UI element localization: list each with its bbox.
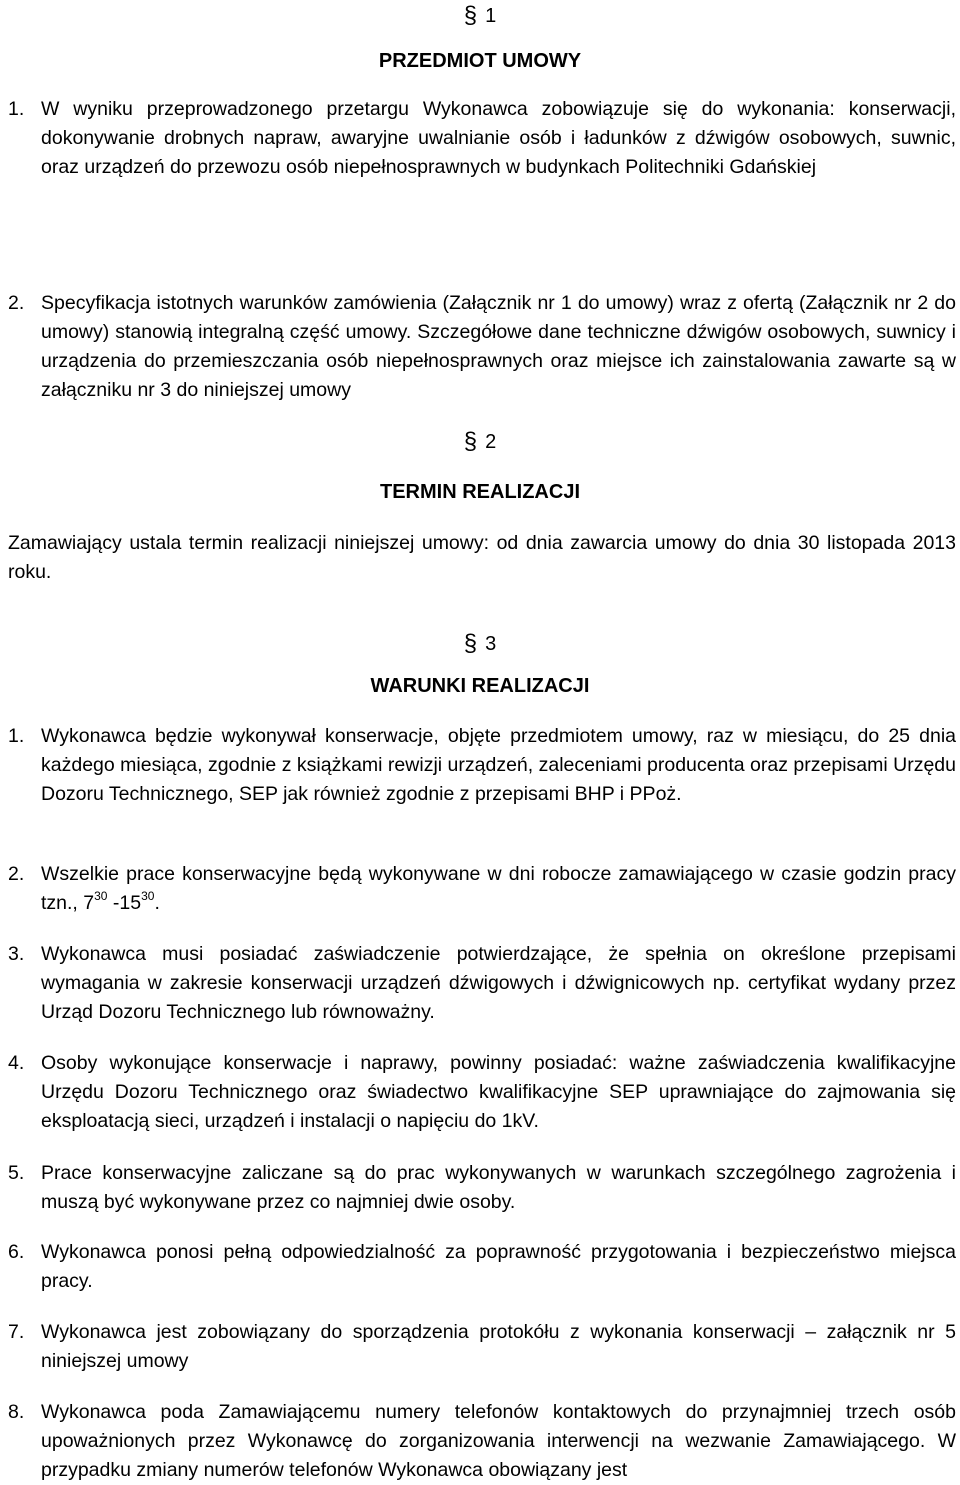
section-2-marker [0, 428, 960, 456]
item-text-part: . [154, 892, 160, 914]
section-number: 1 [485, 5, 497, 27]
section-3-item-5 [0, 1159, 956, 1217]
section-3-item-7 [0, 1318, 956, 1376]
section-2-title: TERMIN REALIZACJI [380, 481, 580, 503]
item-number: 6. [8, 1241, 25, 1263]
section-number: 2 [485, 431, 497, 453]
section-number: 3 [485, 633, 497, 655]
item-text: Wykonawca jest zobowiązany do sporządzenia protokółu z wykonania konserwacji – załącznik nr 5 niniejszej umowy [41, 1321, 956, 1372]
item-text-part: -15 [107, 892, 142, 914]
section-1-item-1 [0, 95, 956, 182]
section-3-item-1 [0, 722, 956, 809]
section-1-title: PRZEDMIOT UMOWY [378, 50, 582, 72]
section-3-title: WARUNKI REALIZACJI [370, 675, 590, 697]
time-superscript: 30 [94, 889, 108, 903]
item-text: Wykonawca musi posiadać zaświadczenie potwierdzające, że spełnia on określone przepisami wymagania w zakresie konserwacji urządzeń dźwigowych i dźwignicowych np. certyfikat wydany przez Urząd Dozoru Technicznego lub równoważny. [41, 943, 956, 1023]
item-text: Specyfikacja istotnych warunków zamówienia (Załącznik nr 1 do umowy) wraz z ofertą (Załącznik nr 2 do umowy) stanowią integralną część umowy. Szczegółowe dane techniczne dźwigów osobowych, suwnicy i urządzenia do przemieszczania osób niepełnosprawnych oraz miejsce ich zainstalowania zawarte są w załączniku nr 3 do niniejszej umowy [41, 292, 956, 401]
item-number: 5. [8, 1162, 25, 1184]
section-symbol: § [463, 428, 478, 455]
section-3-item-3 [0, 940, 956, 1027]
item-number: 3. [8, 943, 25, 965]
item-text: W wyniku przeprowadzonego przetargu Wykonawca zobowiązuje się do wykonania: konserwacji, dokonywanie drobnych napraw, awaryjne uwalnianie osób i ładunków z dźwigów osobowych, suwnic, oraz urządzeń do przewozu osób niepełnosprawnych w budynkach Politechniki Gdańskiej [41, 98, 956, 178]
item-text: Wykonawca poda Zamawiającemu numery telefonów kontaktowych do przynajmniej trzech osób upoważnionych przez Wykonawcę do zorganizowania interwencji na wezwanie Zamawiającego. W przypadku zmiany numerów telefonów Wykonawca obowiązany jest [41, 1401, 956, 1481]
item-number: 2. [8, 863, 25, 885]
item-text [41, 860, 956, 918]
section-3-item-8 [0, 1398, 956, 1485]
item-number: 7. [8, 1321, 25, 1343]
item-number: 4. [8, 1052, 25, 1074]
item-text: Osoby wykonujące konserwacje i naprawy, powinny posiadać: ważne zaświadczenia kwalifikacyjne Urzędu Dozoru Technicznego oraz świadectwo kwalifikacyjne SEP uprawniające do zajmowania się eksploatacją sieci, urządzeń i instalacji o napięciu do 1kV. [41, 1052, 956, 1132]
section-1-marker [0, 2, 960, 30]
item-number: 1. [8, 98, 25, 120]
item-text: Prace konserwacyjne zaliczane są do prac wykonywanych w warunkach szczególnego zagrożenia i muszą być wykonywane przez co najmniej dwie osoby. [41, 1162, 956, 1213]
item-number: 8. [8, 1401, 25, 1423]
section-3-item-4 [0, 1049, 956, 1136]
section-3-item-2 [0, 860, 956, 918]
section-3-item-6 [0, 1238, 956, 1296]
item-number: 1. [8, 725, 25, 747]
item-text: Wykonawca będzie wykonywał konserwacje, objęte przedmiotem umowy, raz w miesiącu, do 25 dnia każdego miesiąca, zgodnie z książkami rewizji urządzeń, zaleceniami producenta oraz przepisami Urzędu Dozoru Technicznego, SEP jak również zgodnie z przepisami BHP i PPoż. [41, 725, 956, 805]
section-symbol: § [463, 2, 478, 29]
section-2-paragraph: Zamawiający ustala termin realizacji niniejszej umowy: od dnia zawarcia umowy do dnia 30 listopada 2013 roku. [8, 532, 956, 583]
item-text: Wykonawca ponosi pełną odpowiedzialność za poprawność przygotowania i bezpieczeństwo miejsca pracy. [41, 1241, 956, 1292]
section-3-marker [0, 630, 960, 658]
section-1-item-2 [0, 289, 956, 405]
item-text-part: Wszelkie prace konserwacyjne będą wykonywane w dni robocze zamawiającego w czasie godzin pracy tzn., 7 [41, 863, 956, 914]
section-symbol: § [463, 630, 478, 657]
item-number: 2. [8, 292, 25, 314]
time-superscript: 30 [141, 889, 155, 903]
